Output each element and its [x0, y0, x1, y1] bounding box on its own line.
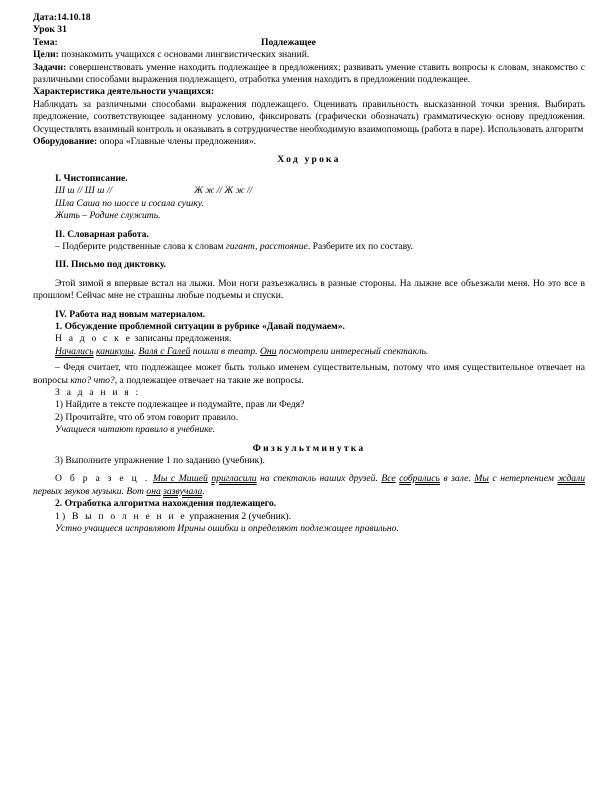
topic-label: Тема: — [33, 36, 58, 48]
vocab-task-a: – Подберите родственные слова к словам — [55, 240, 227, 252]
example-sentences: Начались каникулы. Валя с Галей пошли в театр. Они посмотрели интересный спектакль. — [55, 345, 429, 357]
sample-word: ждали — [557, 473, 585, 485]
goals-text: познакомить учащихся с основами лингвистических знаний. — [58, 49, 310, 61]
activity-heading: Характеристика деятельности учащихся: — [33, 86, 215, 98]
dictation-text: Этой зимой я впервые встал на лыжи. Мои ноги разъезжались в разные стороны. На лыжне все объезжали меня. Но это все в прошлом! Сейчас мне не страшны любые подъемы и спуски. — [33, 277, 585, 302]
sample-word: в зале. — [443, 473, 471, 485]
tasks-label-line: З а д а н и я : — [55, 386, 141, 398]
task-2: 2) Прочитайте, что об этом говорит правило. — [55, 411, 239, 423]
example-word: Валя с Галей — [138, 345, 191, 357]
sample-paragraph: О б р а з е ц . Мы с Мишей пригласили на спектакль наших друзей. Все собрались в зале. Мы с нетерпением ждали первых звуков музыки. Вот она зазвучала. — [33, 473, 585, 497]
sample-label: О б р а з е ц . — [55, 473, 150, 485]
sample-word: собрались — [399, 473, 440, 485]
goals-label: Цели: — [33, 49, 59, 61]
activity-text: Наблюдать за различными способами выражения подлежащего. Оценивать правильность высказанной точки зрения. Выбирать предложение, соответствующее заданному условию, фиксировать (графически обозначать) грамматическую основу предложения. Осуществлять взаимный контроль и оказывать в сотрудничестве необходимую взаимопомощь (работа в паре). Использовать алгоритм — [33, 98, 585, 135]
section-4 — [33, 309, 585, 536]
fedya-text-a: – Федя считает, что подлежащее может быть только именем существительным, потому что имя существительное отвечает на вопросы — [33, 362, 585, 386]
example-word: Начались — [55, 345, 94, 357]
tasks-text: совершенствовать умение находить подлежащее в предложениях; развивать умение ставить вопросы к словам, знакомство с различными способами выражения подлежащего, отработка умения находить в предложении подлежащее. — [33, 61, 585, 86]
section-1-title: I. Чистописание. — [55, 172, 128, 184]
vocab-words: гигант, расстояние — [226, 240, 308, 252]
board-label: Н а д о с к е — [55, 333, 133, 345]
lesson-number: Урок 31 — [33, 24, 67, 36]
section-2 — [33, 229, 585, 254]
sample-word: зазвучала — [163, 485, 203, 497]
sample-word: Мы — [474, 473, 489, 485]
sample-word: пригласили — [211, 473, 257, 485]
example-word: Они — [260, 345, 277, 357]
sample-word: Все — [381, 473, 396, 485]
section-3-title: III. Письмо под диктовку. — [55, 259, 167, 271]
task-1: 1) Найдите в тексте подлежащее и подумайте, прав ли Федя? — [55, 399, 305, 411]
date-line: Дата:14.10.18 — [33, 12, 91, 23]
section-3 — [33, 259, 585, 302]
proverb: Жить – Родине служить. — [55, 210, 161, 222]
exercise-2-text: упражнения 2 (учебник). — [186, 510, 292, 522]
section-1 — [33, 173, 585, 223]
fedya-questions: кто? что? — [70, 374, 115, 386]
worksheet-page — [33, 12, 585, 535]
exercise-2-label: 1) В ы п о л н е н и е — [55, 510, 187, 522]
letters-line — [55, 185, 585, 197]
equipment-text: опора «Главные члены предложения». — [97, 136, 257, 148]
board-line — [33, 333, 585, 345]
topic-value: Подлежащее — [261, 36, 316, 48]
goals-paragraph — [33, 49, 585, 61]
tasks-label: Задачи: — [33, 61, 67, 73]
section-2-title: II. Словарная работа. — [55, 228, 149, 240]
subsection-4-1-title: 1. Обсуждение проблемной ситуации в рубрике «Давай подумаем». — [55, 320, 345, 332]
sample-word: на спектакль наших друзей. — [260, 473, 378, 485]
vocab-task-b: . Разберите их по составу. — [307, 240, 414, 252]
topic-row — [33, 37, 585, 49]
sample-word: она — [146, 485, 161, 497]
board-text: записаны предложения. — [132, 333, 232, 345]
sample-word: Мы с Мишей — [152, 473, 208, 485]
sample-word: первых звуков музыки. Вот — [33, 485, 144, 497]
sample-word: с нетерпением — [492, 473, 554, 485]
section-4-title: IV. Работа над новым материалом. — [55, 308, 206, 320]
exercise-1-line: 3) Выполните упражнение 1 по заданию (учебник). — [55, 455, 265, 466]
letters-zh: Ж ж // Ж ж // — [194, 185, 253, 197]
lesson-course-title: Ход урока — [277, 154, 341, 166]
exercise-2-line — [33, 511, 585, 523]
equipment-paragraph — [33, 136, 585, 148]
rule-note: Учащиеся читают правило в учебнике. — [55, 424, 216, 436]
fizkultminutka-title: Физкультминутка — [252, 442, 366, 454]
example-word: посмотрели интересный спектакль. — [278, 345, 429, 357]
subsection-4-2-title: 2. Отработка алгоритма нахождения подлежащего. — [55, 498, 277, 510]
tongue-twister: Шла Саша по шоссе и сосала сушку. — [55, 197, 204, 209]
oral-correction-note: Устно учащиеся исправляют Ирины ошибки и определяют подлежащее правильно. — [55, 523, 399, 535]
letters-sh: Ш ш // Ш ш // — [55, 185, 113, 197]
vocab-task — [55, 241, 585, 253]
fedya-paragraph — [33, 362, 585, 387]
fedya-text-b: , а подлежащее отвечает на такие же вопросы. — [114, 374, 304, 386]
tasks-paragraph — [33, 62, 585, 87]
example-word: каникулы — [95, 345, 134, 357]
equipment-label: Оборудование: — [33, 136, 98, 148]
example-word: пошли в театр. — [192, 345, 258, 357]
